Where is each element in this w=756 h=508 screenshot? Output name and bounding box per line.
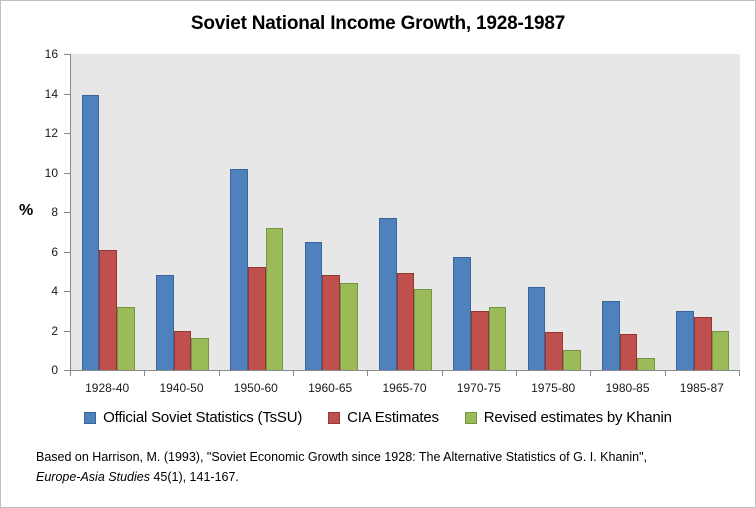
y-tick-label: 10 — [44, 165, 58, 180]
bar — [637, 358, 655, 370]
y-axis-tick — [64, 94, 70, 95]
bar — [82, 95, 100, 370]
bar — [620, 334, 638, 370]
bar — [248, 267, 266, 370]
bar-group — [666, 54, 740, 370]
x-axis-tick — [219, 371, 220, 376]
x-axis-tick — [590, 371, 591, 376]
bar — [694, 317, 712, 370]
y-axis-tick — [64, 173, 70, 174]
y-tick-label: 4 — [51, 284, 58, 298]
y-tick-label: 16 — [44, 47, 58, 61]
bar — [453, 257, 471, 370]
bar — [528, 287, 546, 370]
legend-item — [328, 409, 439, 426]
legend-item — [465, 409, 672, 426]
x-tick-label: 1980-85 — [605, 381, 650, 395]
x-tick-label: 1970-75 — [456, 381, 501, 395]
bar — [545, 332, 563, 370]
bar — [191, 338, 209, 370]
legend-label: CIA Estimates — [347, 409, 439, 426]
legend-label: Official Soviet Statistics (TsSU) — [103, 409, 303, 426]
y-axis-tick — [64, 331, 70, 332]
bar — [230, 169, 248, 370]
y-tick-label: 6 — [51, 244, 58, 259]
legend-label: Revised estimates by Khanin — [483, 409, 672, 426]
bar — [676, 311, 694, 370]
y-axis-tick — [64, 291, 70, 292]
legend-item — [84, 409, 302, 426]
x-axis-tick — [739, 371, 740, 376]
y-axis-label: % — [19, 202, 34, 219]
y-tick-label: 12 — [44, 126, 58, 140]
bar — [340, 283, 358, 370]
bar — [471, 311, 489, 370]
y-axis-tick — [64, 54, 70, 55]
x-tick-label: 1928-40 — [85, 381, 130, 395]
bar — [156, 275, 174, 370]
x-tick-label: 1950-60 — [233, 381, 278, 395]
y-tick-label: 0 — [51, 363, 58, 377]
y-tick-label: 14 — [44, 86, 58, 101]
bar — [305, 242, 323, 370]
bar — [322, 275, 340, 370]
bar-group — [71, 54, 145, 370]
x-axis-tick — [442, 371, 443, 376]
bar — [489, 307, 507, 370]
x-axis-tick — [367, 371, 368, 376]
bar — [414, 289, 432, 370]
legend-swatch — [328, 412, 340, 424]
bar-group — [443, 54, 517, 370]
y-axis-tick — [64, 212, 70, 213]
y-tick-label: 8 — [51, 205, 58, 219]
bar — [266, 228, 284, 370]
x-axis-tick — [293, 371, 294, 376]
bar — [117, 307, 135, 370]
legend-swatch — [84, 412, 96, 424]
bar — [99, 250, 117, 370]
bar — [397, 273, 415, 370]
caption-line1: Based on Harrison, M. (1993), "Soviet Economic Growth since 1928: The Alternative Statistics of G. I. Khanin", — [36, 450, 648, 464]
bar — [563, 350, 581, 370]
y-tick-label: 2 — [51, 323, 58, 338]
bar-group — [517, 54, 591, 370]
chart-title: Soviet National Income Growth, 1928-1987 — [190, 13, 566, 34]
x-tick-label: 1975-80 — [531, 381, 576, 395]
y-axis-tick — [64, 133, 70, 134]
source-caption — [36, 447, 726, 487]
x-tick-label: 1940-50 — [159, 381, 204, 395]
x-tick-label: 1965-70 — [382, 381, 427, 395]
x-axis-tick — [70, 371, 71, 376]
x-tick-label: 1960-65 — [308, 381, 353, 395]
plot-area — [70, 54, 740, 371]
x-axis-tick — [665, 371, 666, 376]
bar-group — [294, 54, 368, 370]
bar — [174, 331, 192, 371]
y-axis-tick — [64, 252, 70, 253]
bar-group — [145, 54, 219, 370]
caption-suffix: 45(1), 141-167. — [149, 470, 239, 484]
x-axis-tick — [144, 371, 145, 376]
x-tick-label: 1985-87 — [679, 381, 724, 395]
x-axis-tick — [516, 371, 517, 376]
bar-group — [368, 54, 442, 370]
bar-group — [591, 54, 665, 370]
bar-group — [220, 54, 294, 370]
bar — [379, 218, 397, 370]
bar — [712, 331, 730, 371]
caption-journal-italic: Europe-Asia Studies — [36, 470, 150, 484]
legend-swatch — [465, 412, 477, 424]
bar — [602, 301, 620, 370]
legend — [1, 409, 755, 426]
